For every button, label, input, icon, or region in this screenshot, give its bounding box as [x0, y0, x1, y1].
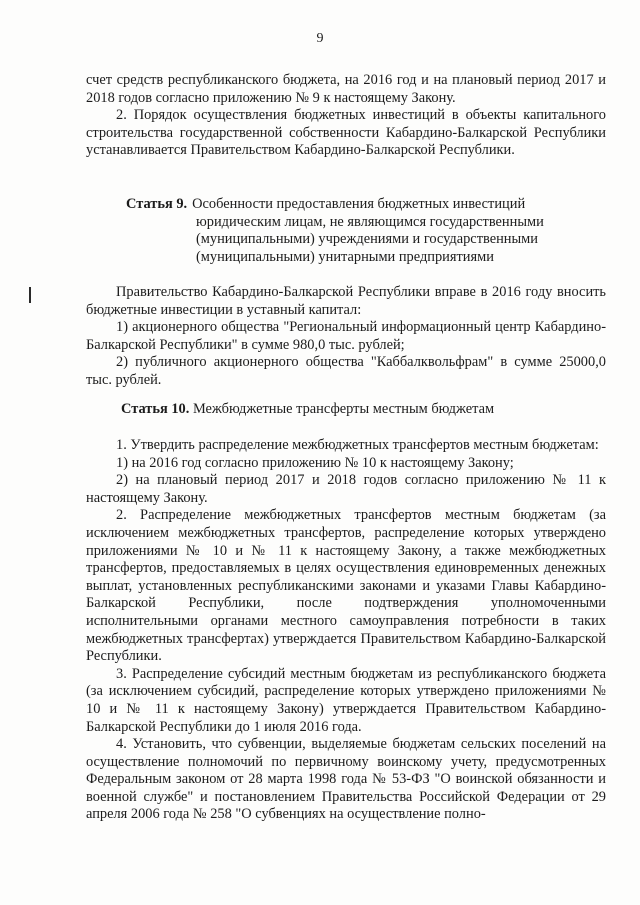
page-number: 9: [316, 31, 324, 46]
article-9-title: [187, 196, 525, 214]
article-9-body: [86, 284, 606, 390]
intro-section: [86, 72, 606, 160]
intro-paragraph-2: 2. Порядок осуществления бюджетных инвестиций в объекты капитального строительства государственной собственности Кабардино-Балкарской Республики устанавливается Правительством Кабардино-Балкарской Республики.: [86, 107, 606, 159]
article-10-title: Межбюджетные трансферты местным бюджетам: [192, 401, 495, 417]
margin-mark: [29, 287, 31, 303]
article-9-title-line: Особенности предоставления бюджетных инвестиций: [192, 196, 526, 212]
article-10-paragraph: 2) на плановый период 2017 и 2018 годов согласно приложению № 11 к настоящему Закону.: [86, 472, 606, 506]
article-9-paragraph: 2) публичного акционерного общества "Каббалквольфрам" в сумме 25000,0 тыс. рублей.: [86, 354, 606, 388]
article-9-title-line: (муниципальными) учреждениями и государственными: [196, 231, 538, 248]
article-9-title-line: юридическим лицам, не являющимся государственными: [196, 213, 544, 230]
article-10-paragraph: 2. Распределение межбюджетных трансфертов местным бюджетам (за исключением межбюджетных трансфертов, распределение которых утверждено приложениями № 10 и № 11 к настоящему Закону, а также межбюджетных трансфертов, предоставляемых в целях осуществления единовременных денежных выплат, установленных республиканскими законами и указами Главы Кабардино-Балкарской Республики, после подтверждения уполномоченными исполнительными органами местного самоуправления потребности в таких межбюджетных трансфертах) утверждается Правительством Кабардино-Балкарской Республики.: [86, 507, 606, 665]
article-9-paragraph: 1) акционерного общества "Региональный информационный центр Кабардино-Балкарской Республики" в сумме 980,0 тыс. рублей;: [86, 319, 606, 353]
article-10-paragraph: 1) на 2016 год согласно приложению № 10 к настоящему Закону;: [116, 454, 514, 471]
article-10-heading: [121, 401, 494, 418]
article-10-paragraph: 4. Установить, что субвенции, выделяемые бюджетам сельских поселений на осуществление полномочий по первичному воинскому учету, предусмотренных Федеральным законом от 28 марта 1998 года № 53-ФЗ "О воинской обязанности и военной службе" и постановлением Правительства Российской Федерации от 29 апреля 2006 года № 258 "О субвенциях на осуществление полно-: [86, 736, 606, 823]
article-9-paragraph: Правительство Кабардино-Балкарской Республики вправе в 2016 году вносить бюджетные инвестиции в уставный капитал:: [86, 284, 606, 318]
article-9-label: Статья 9.: [126, 196, 188, 212]
article-10-paragraph: 1. Утвердить распределение межбюджетных трансфертов местным бюджетам:: [116, 437, 599, 453]
article-9-title-line: (муниципальными) унитарными предприятиями: [196, 248, 494, 265]
article-10-label: Статья 10.: [121, 401, 190, 417]
article-10-body: [86, 437, 606, 824]
article-9-heading: [126, 196, 606, 266]
article-10-paragraph: 3. Распределение субсидий местным бюджетам из республиканского бюджета (за исключением субсидий, распределение которых утверждено приложениями № 10 и № 11 к настоящему Закону) утверждается Правительством Кабардино-Балкарской Республики до 1 июля 2016 года.: [86, 665, 606, 735]
intro-paragraph-1: счет средств республиканского бюджета, на 2016 год и на плановый период 2017 и 2018 годов согласно приложению № 9 к настоящему Закону.: [86, 72, 606, 106]
